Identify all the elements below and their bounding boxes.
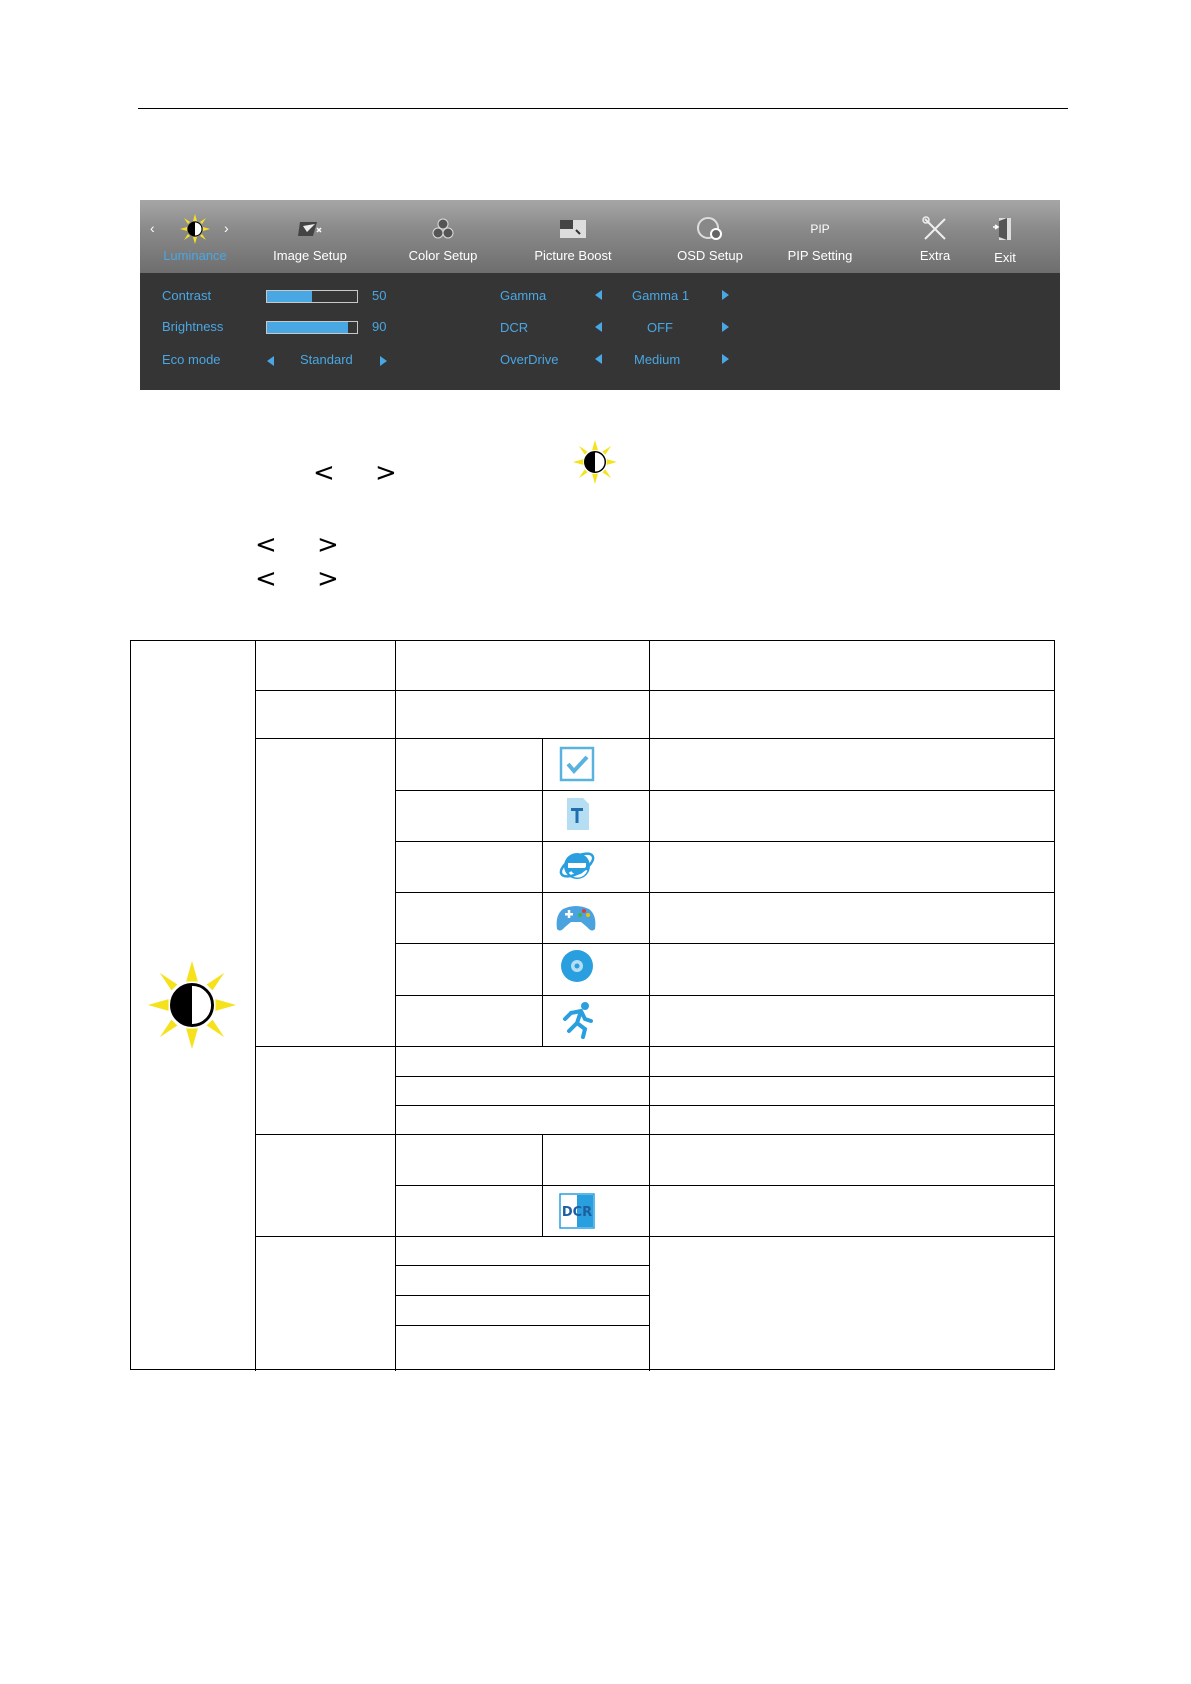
tab-label: Exit (994, 250, 1016, 265)
movie-disc-icon (559, 948, 595, 984)
tab-label: Luminance (163, 248, 227, 263)
overdrive-next-arrow-icon[interactable] (722, 354, 729, 364)
text-document-icon (559, 796, 595, 832)
osd-setup-icon (695, 214, 725, 244)
tab-picture-boost[interactable] (513, 200, 633, 273)
contrast-label: Contrast (162, 288, 212, 303)
gamepad-icon (555, 897, 597, 937)
top-rule (138, 108, 1068, 109)
eco-next-arrow-icon[interactable] (380, 356, 387, 366)
overdrive-prev-arrow-icon[interactable] (595, 354, 602, 364)
left-chevron-icon: < (255, 530, 277, 560)
eco-mode-value: Standard (300, 352, 353, 367)
contrast-fill (267, 291, 312, 302)
eco-prev-arrow-icon[interactable] (267, 356, 274, 366)
overdrive-label: OverDrive (500, 352, 559, 367)
right-chevron-icon: > (375, 458, 397, 488)
tab-luminance[interactable] (150, 200, 240, 273)
dcr-next-arrow-icon[interactable] (722, 322, 729, 332)
brightness-slider[interactable] (266, 321, 358, 334)
sun-contrast-icon (573, 440, 617, 484)
nav-left-icon[interactable]: ‹ (150, 220, 155, 236)
dcr-value: OFF (647, 320, 673, 335)
right-chevron-icon: > (317, 564, 339, 594)
brightness-fill (267, 322, 348, 333)
internet-explorer-icon (557, 845, 597, 885)
extra-tools-icon (920, 214, 950, 244)
osd-tab-bar (140, 200, 1060, 273)
left-chevron-icon: < (313, 458, 335, 488)
picture-boost-icon (558, 214, 588, 244)
gamma-value: Gamma 1 (632, 288, 690, 303)
left-chevron-icon: < (255, 564, 277, 594)
exit-door-icon (990, 214, 1020, 244)
gamma-next-arrow-icon[interactable] (722, 290, 729, 300)
brightness-value: 90 (372, 319, 387, 334)
overdrive-value: Medium (634, 352, 681, 367)
tab-pip-setting[interactable] (760, 200, 880, 273)
tab-color-setup[interactable] (388, 200, 498, 273)
tab-exit[interactable] (985, 200, 1025, 273)
tab-label: PIP Setting (787, 248, 853, 263)
sun-contrast-icon (180, 214, 210, 244)
luminance-table (130, 640, 1055, 1370)
tab-extra[interactable] (895, 200, 975, 273)
tab-label: Color Setup (408, 248, 478, 263)
pip-icon: PIP (810, 222, 830, 236)
tab-label: Image Setup (273, 248, 347, 263)
sun-contrast-icon (148, 961, 236, 1049)
brightness-label: Brightness (162, 319, 224, 334)
osd-menu (140, 200, 1060, 390)
tab-label: Picture Boost (534, 248, 612, 263)
check-icon (559, 746, 595, 782)
right-chevron-icon: > (317, 530, 339, 560)
nav-right-icon[interactable]: › (224, 220, 229, 236)
tab-image-setup[interactable] (255, 200, 365, 273)
contrast-value: 50 (372, 288, 387, 303)
tab-osd-setup[interactable] (650, 200, 770, 273)
gamma-prev-arrow-icon[interactable] (595, 290, 602, 300)
dcr-icon (559, 1193, 595, 1229)
image-setup-icon (295, 214, 325, 244)
dcr-prev-arrow-icon[interactable] (595, 322, 602, 332)
tab-label: OSD Setup (677, 248, 743, 263)
dcr-label: DCR (500, 320, 529, 335)
sports-runner-icon (557, 999, 597, 1039)
svg-text:DCR: DCR (561, 1205, 593, 1220)
color-setup-icon (428, 214, 458, 244)
tab-label: Extra (919, 248, 951, 263)
eco-mode-label: Eco mode (162, 352, 221, 367)
gamma-label: Gamma (500, 288, 547, 303)
contrast-slider[interactable] (266, 290, 358, 303)
